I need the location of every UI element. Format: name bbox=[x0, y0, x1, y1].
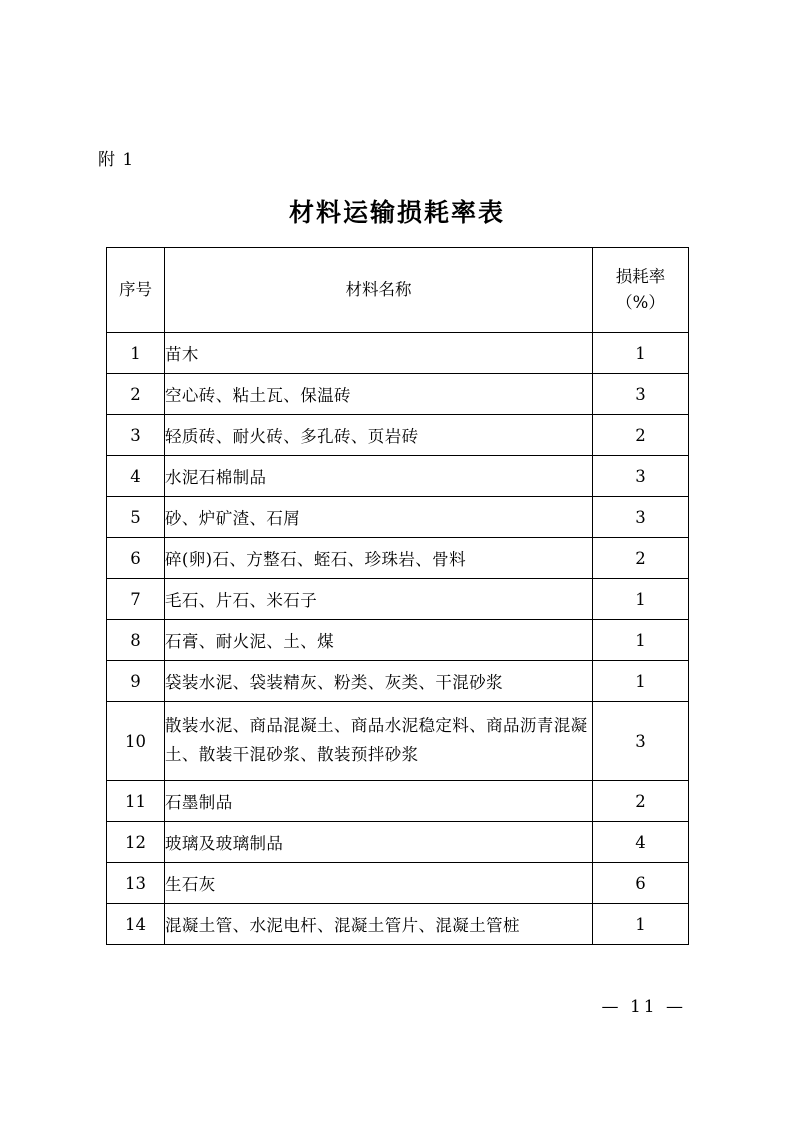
column-header-ratio bbox=[593, 248, 689, 333]
cell-material-name: 水泥石棉制品 bbox=[165, 456, 593, 497]
column-header-ratio-line1: 损耗率 bbox=[615, 267, 666, 287]
cell-loss-ratio: 3 bbox=[593, 497, 689, 538]
table-row bbox=[107, 579, 689, 620]
table-row bbox=[107, 661, 689, 702]
table-row bbox=[107, 497, 689, 538]
cell-loss-ratio: 3 bbox=[593, 702, 689, 781]
cell-material-name: 散装水泥、商品混凝土、商品水泥稳定料、商品沥青混凝土、散装干混砂浆、散装预拌砂浆 bbox=[165, 702, 593, 781]
table-row bbox=[107, 620, 689, 661]
cell-no: 9 bbox=[107, 661, 165, 702]
cell-material-name: 混凝土管、水泥电杆、混凝土管片、混凝土管桩 bbox=[165, 904, 593, 945]
cell-material-name: 石膏、耐火泥、土、煤 bbox=[165, 620, 593, 661]
cell-material-name: 袋装水泥、袋装精灰、粉类、灰类、干混砂浆 bbox=[165, 661, 593, 702]
cell-loss-ratio: 3 bbox=[593, 374, 689, 415]
cell-no: 13 bbox=[107, 863, 165, 904]
cell-material-name: 玻璃及玻璃制品 bbox=[165, 822, 593, 863]
cell-no: 3 bbox=[107, 415, 165, 456]
cell-material-name: 空心砖、粘土瓦、保温砖 bbox=[165, 374, 593, 415]
cell-loss-ratio: 2 bbox=[593, 415, 689, 456]
table-row bbox=[107, 781, 689, 822]
material-loss-table bbox=[106, 247, 689, 945]
cell-material-name: 苗木 bbox=[165, 333, 593, 374]
cell-no: 1 bbox=[107, 333, 165, 374]
cell-loss-ratio: 2 bbox=[593, 538, 689, 579]
table-row bbox=[107, 415, 689, 456]
cell-material-name: 碎(卵)石、方整石、蛭石、珍珠岩、骨料 bbox=[165, 538, 593, 579]
table-row bbox=[107, 333, 689, 374]
cell-no: 7 bbox=[107, 579, 165, 620]
cell-material-name: 砂、炉矿渣、石屑 bbox=[165, 497, 593, 538]
table-header-row bbox=[107, 248, 689, 333]
table-body bbox=[107, 333, 689, 945]
cell-loss-ratio: 1 bbox=[593, 620, 689, 661]
cell-loss-ratio: 1 bbox=[593, 904, 689, 945]
table-row bbox=[107, 904, 689, 945]
cell-no: 4 bbox=[107, 456, 165, 497]
cell-material-name: 生石灰 bbox=[165, 863, 593, 904]
cell-loss-ratio: 1 bbox=[593, 579, 689, 620]
cell-loss-ratio: 1 bbox=[593, 333, 689, 374]
table-row bbox=[107, 456, 689, 497]
cell-no: 14 bbox=[107, 904, 165, 945]
table-row bbox=[107, 822, 689, 863]
cell-material-name: 石墨制品 bbox=[165, 781, 593, 822]
cell-loss-ratio: 3 bbox=[593, 456, 689, 497]
cell-no: 8 bbox=[107, 620, 165, 661]
cell-material-name: 轻质砖、耐火砖、多孔砖、页岩砖 bbox=[165, 415, 593, 456]
table-header bbox=[107, 248, 689, 333]
table-row bbox=[107, 863, 689, 904]
page-number: — 11 — bbox=[601, 997, 686, 1017]
cell-loss-ratio: 2 bbox=[593, 781, 689, 822]
attachment-label: 附 1 bbox=[98, 150, 135, 170]
cell-no: 6 bbox=[107, 538, 165, 579]
page-title: 材料运输损耗率表 bbox=[288, 198, 505, 227]
cell-no: 5 bbox=[107, 497, 165, 538]
cell-loss-ratio: 4 bbox=[593, 822, 689, 863]
cell-no: 10 bbox=[107, 702, 165, 781]
cell-no: 2 bbox=[107, 374, 165, 415]
cell-loss-ratio: 6 bbox=[593, 863, 689, 904]
material-loss-table-wrap bbox=[106, 247, 688, 945]
table-row bbox=[107, 374, 689, 415]
table-row bbox=[107, 702, 689, 781]
cell-no: 11 bbox=[107, 781, 165, 822]
cell-material-name: 毛石、片石、米石子 bbox=[165, 579, 593, 620]
column-header-no: 序号 bbox=[107, 248, 165, 333]
cell-loss-ratio: 1 bbox=[593, 661, 689, 702]
table-row bbox=[107, 538, 689, 579]
column-header-ratio-line2: （%） bbox=[616, 293, 665, 312]
cell-no: 12 bbox=[107, 822, 165, 863]
column-header-name: 材料名称 bbox=[165, 248, 593, 333]
